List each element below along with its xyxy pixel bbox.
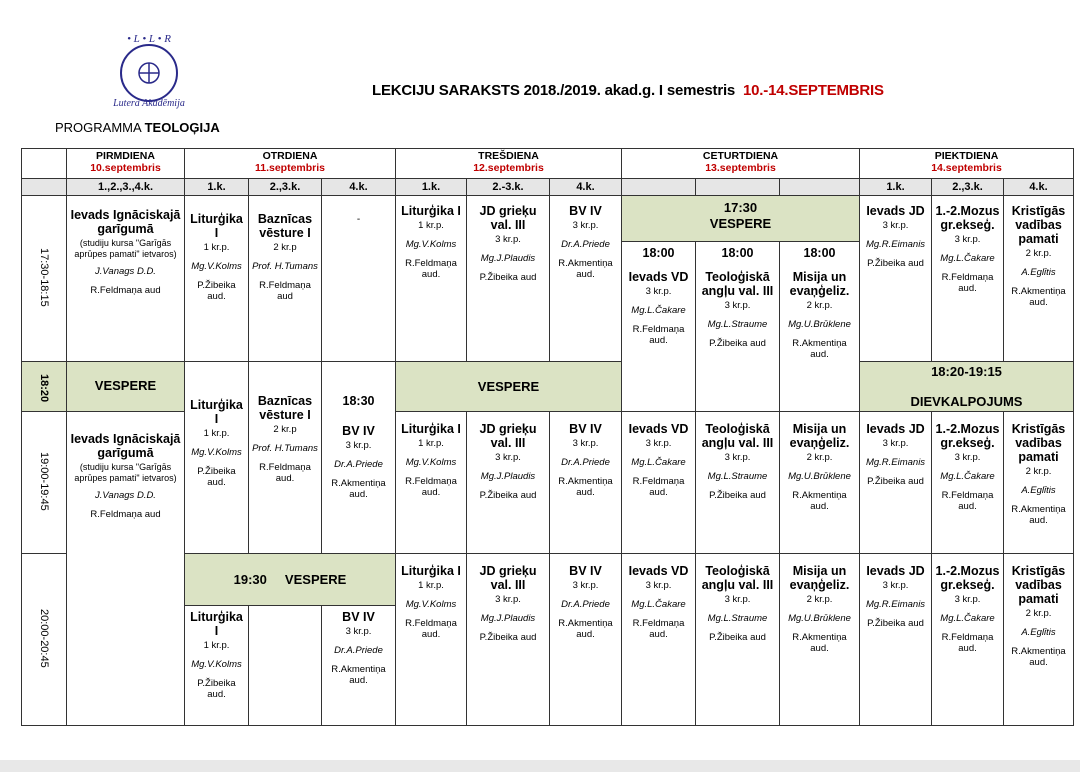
tue-slot <box>249 362 322 554</box>
credits: 2 kr.p. <box>1025 608 1052 619</box>
lecturer: Mg.V.Kolms <box>191 659 242 670</box>
room: P.Žibeika aud. <box>197 678 236 700</box>
lecturer: Prof. H.Tumans <box>252 261 318 272</box>
class-cell <box>622 554 696 726</box>
time-label: 19:00-19:45 <box>38 452 50 511</box>
class-cell <box>622 412 696 554</box>
room: R.Feldmaņa aud <box>90 285 161 296</box>
class-block <box>322 610 395 686</box>
course-header: 2.-3.k. <box>467 179 550 196</box>
course-name: JD grieķu val. III <box>479 204 537 232</box>
course-header: 4.k. <box>322 179 396 196</box>
tue-slot-empty: - <box>322 196 396 362</box>
course-header: 1.k. <box>396 179 467 196</box>
course-name: Teoloģiskā angļu val. III <box>701 270 774 298</box>
class-block <box>860 564 931 629</box>
course-name: JD grieķu val. III <box>479 422 537 450</box>
class-block <box>396 422 466 498</box>
day-header-thu <box>622 149 860 179</box>
room: P.Žibeika aud. <box>197 466 236 488</box>
room: R.Akmentiņa aud. <box>331 478 386 500</box>
class-block <box>1004 564 1073 668</box>
credits: 1 kr.p. <box>418 438 444 449</box>
room: R.Feldmaņa aud. <box>632 324 685 346</box>
credits: 1 kr.p. <box>203 242 230 253</box>
class-block <box>550 422 621 498</box>
lecturer: Mg.V.Kolms <box>405 457 457 468</box>
title-main: LEKCIJU SARAKSTS 2018./2019. akad.g. I semestris <box>372 82 736 99</box>
lecturer: Mg.R.Eimanis <box>865 457 926 468</box>
course-name: Ievads JD <box>866 564 925 578</box>
bottom-scroll-strip <box>0 760 1080 772</box>
room: R.Feldmaņa aud. <box>405 258 457 280</box>
day-name: CETURTDIENA <box>702 150 779 162</box>
lecturer: A.Eglītis <box>1021 485 1056 496</box>
lecturer: Mg.V.Kolms <box>191 447 242 458</box>
room: R.Feldmaņa aud. <box>632 618 685 640</box>
lecturer: Mg.U.Brūklene <box>788 613 851 624</box>
class-cell <box>932 196 1004 362</box>
room: R.Feldmaņa aud <box>90 509 161 520</box>
title-dates: 10.-14.SEPTEMBRIS <box>743 82 884 99</box>
class-block <box>780 246 859 360</box>
class-block <box>780 564 859 654</box>
program-name: TEOLOĢIJA <box>144 120 220 135</box>
class-block <box>622 246 695 346</box>
course-name: Liturģika I <box>401 422 461 436</box>
lecturer: J.Vanags D.D. <box>95 266 156 277</box>
class-block <box>396 204 466 280</box>
lecturer: Mg.J.Plaudis <box>480 471 536 482</box>
credits: 2 kr.p <box>273 242 297 253</box>
lecturer: Mg.U.Brūklene <box>788 471 851 482</box>
logo-top-text: • L • L • R <box>127 33 171 45</box>
room: P.Žibeika aud <box>709 632 766 643</box>
class-cell <box>396 196 467 362</box>
class-cell <box>860 412 932 554</box>
tue-slot <box>185 196 249 362</box>
course-name: Baznīcas vēsture I <box>257 394 313 422</box>
start-time: 18:30 <box>342 394 375 408</box>
course-name: Liturģika I <box>190 398 243 426</box>
class-cell <box>550 196 622 362</box>
class-cell <box>780 412 860 554</box>
service-block <box>860 362 1074 412</box>
class-block <box>185 398 248 488</box>
room: R.Feldmaņa aud. <box>941 632 994 654</box>
class-block <box>67 432 184 520</box>
course-name: BV IV <box>342 610 375 624</box>
day-name: PIRMDIENA <box>96 150 155 162</box>
course-name: Ievads JD <box>866 204 925 218</box>
course-name: Ievads VD <box>628 270 689 284</box>
room: R.Akmentiņa aud. <box>558 258 613 280</box>
room: P.Žibeika aud <box>867 618 924 629</box>
class-block <box>467 204 549 283</box>
tue-slot <box>185 362 249 554</box>
vespere-block: 19:30 VESPERE <box>185 554 396 606</box>
course-name: 1.-2.Mozus gr.ekseģ. <box>935 204 1000 232</box>
course-name: BV IV <box>342 424 375 438</box>
course-name: Teoloģiskā angļu val. III <box>701 422 774 450</box>
course-name: Baznīcas vēsture I <box>257 212 313 240</box>
day-name: PIEKTDIENA <box>934 150 999 162</box>
course-name: Kristīgās vadības pamati <box>1011 564 1066 606</box>
class-block <box>467 564 549 643</box>
class-block <box>1004 422 1073 526</box>
class-cell <box>696 412 780 554</box>
room: P.Žibeika aud <box>479 632 537 643</box>
room: R.Feldmaņa aud. <box>405 618 457 640</box>
room: P.Žibeika aud <box>709 490 766 501</box>
credits: 3 kr.p. <box>645 286 672 297</box>
class-cell <box>696 554 780 726</box>
credits: 3 kr.p. <box>882 220 909 231</box>
room: P.Žibeika aud <box>479 490 537 501</box>
room: P.Žibeika aud <box>479 272 537 283</box>
start-time: 18:00 <box>803 246 836 260</box>
class-cell <box>696 242 780 412</box>
room: R.Feldmaņa aud <box>259 280 311 302</box>
credits: 3 kr.p. <box>345 440 372 451</box>
course-name: Kristīgās vadības pamati <box>1011 204 1066 246</box>
class-block <box>696 422 779 501</box>
course-name: Liturģika I <box>401 204 461 218</box>
class-cell <box>860 196 932 362</box>
class-block <box>932 204 1003 294</box>
class-cell <box>780 242 860 412</box>
course-name: Misija un evaņģeliz. <box>789 564 850 592</box>
class-block <box>322 394 395 500</box>
credits: 3 kr.p. <box>882 580 909 591</box>
logo-bottom-text: Lutera Akadēmija <box>113 98 185 109</box>
credits: 2 kr.p. <box>1025 466 1052 477</box>
room: R.Feldmaņa aud. <box>259 462 311 484</box>
class-block <box>696 564 779 643</box>
course-header: 4.k. <box>1004 179 1074 196</box>
day-date: 10.septembris <box>90 162 161 174</box>
credits: 3 kr.p. <box>954 452 981 463</box>
credits: 2 kr.p. <box>806 594 833 605</box>
class-block <box>550 204 621 280</box>
course-header-empty <box>780 179 860 196</box>
room: R.Akmentiņa aud. <box>792 338 847 360</box>
class-cell <box>467 412 550 554</box>
class-cell <box>932 554 1004 726</box>
tue-slot <box>185 606 249 726</box>
course-header-empty <box>696 179 780 196</box>
page-title <box>372 82 884 99</box>
vespere-block: VESPERE <box>396 362 622 412</box>
day-header-wed <box>396 149 622 179</box>
lecturer: A.Eglītis <box>1021 627 1056 638</box>
time-label: 18:20 <box>38 374 50 403</box>
class-cell <box>1004 196 1074 362</box>
class-block <box>780 422 859 512</box>
day-name: OTRDIENA <box>262 150 318 162</box>
class-cell <box>396 554 467 726</box>
lecturer: Mg.L.Čakare <box>631 457 686 468</box>
credits: 3 kr.p. <box>724 300 751 311</box>
room: R.Akmentiņa aud. <box>558 618 613 640</box>
lecturer: Mg.U.Brūklene <box>788 319 851 330</box>
credits: 3 kr.p. <box>495 594 521 605</box>
academy-logo <box>104 28 194 110</box>
room: R.Feldmaņa aud. <box>941 490 994 512</box>
lecturer: A.Eglītis <box>1021 267 1056 278</box>
credits: 2 kr.p. <box>1025 248 1052 259</box>
day-date: 12.septembris <box>473 162 544 174</box>
class-block <box>932 422 1003 512</box>
room: R.Akmentiņa aud. <box>331 664 386 686</box>
day-date: 14.septembris <box>931 162 1002 174</box>
room: R.Akmentiņa aud. <box>1011 504 1066 526</box>
lecturer: Mg.R.Eimanis <box>865 599 926 610</box>
mon-slot-1 <box>67 196 185 362</box>
course-name: Teoloģiskā angļu val. III <box>701 564 774 592</box>
course-name: Liturģika I <box>401 564 461 578</box>
class-block <box>860 204 931 269</box>
room: P.Žibeika aud <box>709 338 766 349</box>
credits: 2 kr.p. <box>806 452 833 463</box>
tue-slot-empty <box>249 606 322 726</box>
time-cell <box>22 362 67 412</box>
course-note: (studiju kursa "Garīgās aprūpes pamati" ietvaros) <box>74 462 177 483</box>
course-name: JD grieķu val. III <box>479 564 537 592</box>
class-block <box>249 212 321 302</box>
lecturer: Mg.J.Plaudis <box>480 253 536 264</box>
lecturer: Dr.A.Priede <box>561 457 610 468</box>
class-block <box>932 564 1003 654</box>
course-note: (studiju kursa "Garīgās aprūpes pamati" ietvaros) <box>74 238 177 259</box>
lecturer: Mg.L.Straume <box>707 613 768 624</box>
room: R.Feldmaņa aud. <box>405 476 457 498</box>
course-header: 4.k. <box>550 179 622 196</box>
vespere-label: VESPERE <box>709 216 772 231</box>
time-label: 17:30-18:15 <box>38 248 50 307</box>
program-prefix: PROGRAMMA <box>55 120 141 135</box>
room: P.Žibeika aud <box>867 476 924 487</box>
tue-slot <box>249 196 322 362</box>
time-cell <box>22 412 67 554</box>
lecturer: Mg.L.Čakare <box>631 599 686 610</box>
course-name: Misija un evaņģeliz. <box>789 270 850 298</box>
course-name: Misija un evaņģeliz. <box>789 422 850 450</box>
lecturer: Mg.L.Straume <box>707 319 768 330</box>
class-block <box>467 422 549 501</box>
mon-slot-2 <box>67 412 185 726</box>
room: R.Akmentiņa aud. <box>1011 286 1066 308</box>
lecturer: Mg.V.Kolms <box>405 599 457 610</box>
lecturer: Mg.L.Čakare <box>940 613 995 624</box>
course-header: 1.,2.,3.,4.k. <box>67 179 185 196</box>
class-cell <box>780 554 860 726</box>
class-cell <box>467 196 550 362</box>
course-name: BV IV <box>569 204 602 218</box>
credits: 3 kr.p. <box>495 234 521 245</box>
lecturer: Mg.R.Eimanis <box>865 239 926 250</box>
start-time: 17:30 <box>723 200 758 215</box>
course-header: 1.k. <box>860 179 932 196</box>
course-name: Ievads Ignāciskajā garīgumā <box>70 208 181 236</box>
room: R.Feldmaņa aud. <box>632 476 685 498</box>
lecturer: Dr.A.Priede <box>334 645 383 656</box>
course-name: Liturģika I <box>190 212 243 240</box>
room: P.Žibeika aud. <box>197 280 236 302</box>
class-cell <box>860 554 932 726</box>
course-header-empty <box>622 179 696 196</box>
course-name: Liturģika I <box>190 610 243 638</box>
lecturer: J.Vanags D.D. <box>95 490 156 501</box>
credits: 3 kr.p. <box>645 580 672 591</box>
start-time: 18:00 <box>642 246 675 260</box>
vespere-block: VESPERE <box>67 362 185 412</box>
service-label: DIEVKALPOJUMS <box>910 394 1023 409</box>
class-block <box>550 564 621 640</box>
room: R.Akmentiņa aud. <box>558 476 613 498</box>
credits: 3 kr.p. <box>572 580 599 591</box>
class-cell <box>396 412 467 554</box>
lecturer: Prof. H.Tumans <box>252 443 318 454</box>
credits: 1 kr.p. <box>418 220 444 231</box>
class-block <box>67 208 184 296</box>
course-header: 2.,3.k. <box>249 179 322 196</box>
course-header: 1.k. <box>185 179 249 196</box>
corner-cell <box>22 149 67 179</box>
time-cell <box>22 554 67 726</box>
class-block <box>622 564 695 640</box>
course-name: 1.-2.Mozus gr.ekseģ. <box>935 564 1000 592</box>
room: R.Akmentiņa aud. <box>1011 646 1066 668</box>
lecturer: Mg.V.Kolms <box>191 261 242 272</box>
credits: 3 kr.p. <box>645 438 672 449</box>
lecturer: Mg.L.Čakare <box>940 253 995 264</box>
credits: 3 kr.p. <box>882 438 909 449</box>
tue-slot <box>322 606 396 726</box>
class-block <box>622 422 695 498</box>
day-header-fri <box>860 149 1074 179</box>
lecturer: Dr.A.Priede <box>561 239 610 250</box>
credits: 3 kr.p. <box>495 452 521 463</box>
room: R.Akmentiņa aud. <box>792 490 847 512</box>
class-cell <box>932 412 1004 554</box>
course-name: Ievads Ignāciskajā garīgumā <box>70 432 181 460</box>
lecturer: Mg.L.Straume <box>707 471 768 482</box>
time-cell <box>22 196 67 362</box>
lecturer: Mg.L.Čakare <box>631 305 686 316</box>
class-cell <box>550 412 622 554</box>
class-block <box>860 422 931 487</box>
room: R.Feldmaņa aud. <box>941 272 994 294</box>
vespere-block <box>622 196 860 242</box>
course-name: Ievads VD <box>628 422 689 436</box>
class-block <box>396 564 466 640</box>
credits: 2 kr.p <box>273 424 297 435</box>
credits: 3 kr.p. <box>954 234 981 245</box>
course-name: 1.-2.Mozus gr.ekseģ. <box>935 422 1000 450</box>
start-time: 18:00 <box>721 246 754 260</box>
credits: 3 kr.p. <box>345 626 372 637</box>
tue-slot <box>322 362 396 554</box>
class-cell <box>1004 412 1074 554</box>
class-block <box>696 246 779 349</box>
credits: 3 kr.p. <box>724 452 751 463</box>
class-cell <box>1004 554 1074 726</box>
credits: 1 kr.p. <box>203 640 230 651</box>
day-date: 11.septembris <box>254 162 326 174</box>
credits: 1 kr.p. <box>203 428 230 439</box>
class-block <box>185 610 248 700</box>
day-date: 13.septembris <box>705 162 776 174</box>
course-name: Ievads VD <box>628 564 689 578</box>
day-name: TREŠDIENA <box>478 150 539 162</box>
time-label: 20:00-20:45 <box>38 609 50 668</box>
lecturer: Mg.L.Čakare <box>940 471 995 482</box>
lecturer: Mg.V.Kolms <box>405 239 457 250</box>
class-block <box>1004 204 1073 308</box>
lecturer: Mg.J.Plaudis <box>480 613 536 624</box>
corner-sub <box>22 179 67 196</box>
course-name: BV IV <box>569 564 602 578</box>
day-header-tue <box>185 149 396 179</box>
room: P.Žibeika aud <box>867 258 924 269</box>
course-header: 2.,3.k. <box>932 179 1004 196</box>
class-block <box>249 394 321 484</box>
credits: 1 kr.p. <box>418 580 444 591</box>
program-label <box>55 120 220 135</box>
course-name: Kristīgās vadības pamati <box>1011 422 1066 464</box>
lecturer: Dr.A.Priede <box>334 459 383 470</box>
class-cell <box>467 554 550 726</box>
lecturer: Dr.A.Priede <box>561 599 610 610</box>
credits: 3 kr.p. <box>572 438 599 449</box>
day-header-mon <box>67 149 185 179</box>
course-name: BV IV <box>569 422 602 436</box>
class-block <box>185 212 248 302</box>
credits: 3 kr.p. <box>724 594 751 605</box>
course-name: Ievads JD <box>866 422 925 436</box>
class-cell <box>550 554 622 726</box>
class-cell <box>622 242 696 412</box>
room: R.Akmentiņa aud. <box>792 632 847 654</box>
credits: 3 kr.p. <box>954 594 981 605</box>
credits: 2 kr.p. <box>806 300 833 311</box>
credits: 3 kr.p. <box>572 220 599 231</box>
service-time: 18:20-19:15 <box>931 364 1002 379</box>
